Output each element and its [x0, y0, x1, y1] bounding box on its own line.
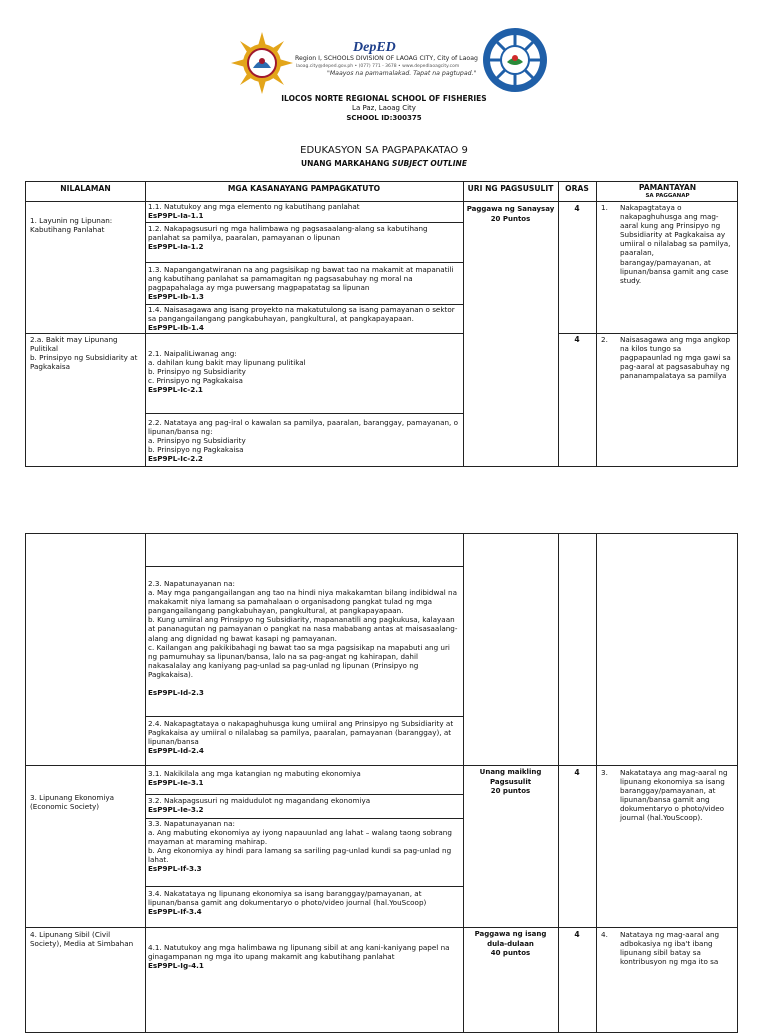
contact-line: laoag.city@deped.gov.ph • (077) 771 - 3678 • www.depedlaoagcity.com: [296, 64, 460, 69]
standard-2: 2. Naisasagawa ang mga angkop na kilos tungo sa pagpapaunlad ng mga gawi sa pag-aaral at pagsasabuhay ng pananampalataya sa pamilya: [601, 335, 731, 381]
assessment-1: Paggawa ng Sanaysay 20 Puntos: [466, 205, 555, 223]
school-address: La Paz, Laoag City: [352, 104, 416, 112]
competency-2-2: 2.2. Natataya ang pag-iral o kawalan sa pamilya, paaralan, baranggay, pamayanan, o lipunan/bansa ng: a. Prinsipyo ng Subsidiarity b. Prinsipyo ng Pagkakaisa EsP9PL-Ic-2.2: [148, 418, 459, 464]
header-assessment: URI NG PAGSUSULIT: [467, 184, 554, 193]
competency-code: EsP9PL-Ic-2.2: [148, 454, 203, 464]
competency-code: EsP9PL-If-3.3: [148, 864, 202, 874]
competency-code: EsP9PL-Ig-4.1: [148, 961, 204, 971]
competency-1-3: 1.3. Napangangatwiranan na ang pagsisikap ng bawat tao na makamit at mapanatili ang kabutihang panlahat sa pamamagitan ng pagsasabuhay ng moral na pagpapahalaga ay mga puwersang magpapatatag sa lipunan EsP9PL-Ib-1.3: [148, 265, 460, 301]
hours-4: 4: [574, 930, 580, 939]
competency-4-1: 4.1. Natutukoy ang mga halimbawa ng lipunang sibil at ang kani-kaniyang papel na ginagampanan ng mga ito upang makamit ang kabutihang panlahat EsP9PL-Ig-4.1: [148, 943, 460, 970]
subject-outline-table-continued: [25, 533, 738, 1033]
header-standard: PAMANTAYAN: [638, 183, 697, 192]
competency-code: EsP9PL-Ie-3.1: [148, 778, 204, 788]
competency-1-2: 1.2. Nakapagsusuri ng mga halimbawa ng pagsasaalang-alang sa kabutihang panlahat sa pamilya, paaralan, pamayanan o lipunan EsP9PL-Ia-1.2: [148, 224, 460, 251]
competency-2-1: 2.1. NaipaliLiwanag ang: a. dahilan kung bakit may lipunang pulitikal b. Prinsipyo ng Subsidiarity c. Prinsipyo ng Pagkakaisa EsP9PL-Ic-2.1: [148, 349, 460, 394]
division-line: Region I, SCHOOLS DIVISION OF LAOAG CITY, City of Laoag: [295, 55, 478, 62]
competency-code: EsP9PL-If-3.4: [148, 907, 202, 917]
header-hours: ORAS: [565, 184, 589, 193]
competency-2-3: 2.3. Napatunayanan na: a. May mga pangangailangan ang tao na hindi niya makakamtan bilang indibidwal na makakamit niya lamang sa pamahalaan o organisadong pangkat tulad ng mga pangangailangang pangkabuhayan, pangkultural, at pangkapayapaan. b. Kung umiiral ang Prinsipyo ng Subsidiarity, mapananatili ang pagkukusa, kalayaan at pananagutan ng pamayanan o pangkat na nasa mababang antas at maisasaalang-alang ang dignidad ng bawat kasapi ng pamayanan. c. Kailangan ang pakikibahagi ng bawat tao sa mga pagsisikap na mapabuti ang uri ng pamumuhay sa lipunan/bansa, lalo na sa pag-angat ng kahirapan, dahil nakasalalay ang kaniyang pag-unlad sa pag-unlad ng lipunan (Prinsipyo ng Pagkakaisa). EsP9PL-Id-2.3: [148, 579, 460, 697]
competency-code: EsP9PL-Ib-1.4: [148, 323, 204, 333]
header-content: NILALAMAN: [60, 184, 111, 193]
competency-3-4: 3.4. Nakatataya ng lipunang ekonomiya sa isang baranggay/pamayanan, at lipunan/bansa gamit ang dokumentaryo o photo/video journal (hal.YouScoop) EsP9PL-If-3.4: [148, 889, 460, 916]
city-seal-icon: [231, 32, 293, 94]
competency-2-4: 2.4. Nakapagtataya o nakapaghuhusga kung umiiral ang Prinsipyo ng Subsidiarity at Pagkakaisa ay umiiral o nilalabag sa pamilya, paaralan, pamayanan (baranggay), at lipunan/bansa EsP9PL-Id-2.4: [148, 719, 460, 755]
header-standard-sub: SA PAGGANAP: [645, 193, 690, 199]
header-competencies: MGA KASANAYANG PAMPAGKATUTO: [227, 184, 381, 193]
competency-code: EsP9PL-Id-2.4: [148, 746, 204, 756]
subject-outline-table: [25, 181, 738, 467]
assessment-3: Unang maikling Pagsusulit 20 puntos: [479, 768, 542, 795]
competency-3-1: 3.1. Nakikilala ang mga katangian ng mabuting ekonomiya EsP9PL-Ie-3.1: [148, 769, 460, 787]
document-title: EDUKASYON SA PAGPAPAKATAO 9: [300, 145, 468, 156]
competency-code: EsP9PL-Id-2.3: [148, 688, 204, 698]
competency-code: EsP9PL-Ia-1.1: [148, 211, 204, 221]
hours-3: 4: [574, 768, 580, 777]
competency-code: EsP9PL-Ib-1.3: [148, 292, 204, 302]
content-topic-3: 3. Lipunang Ekonomiya (Economic Society): [30, 793, 115, 812]
competency-1-4: 1.4. Naisasagawa ang isang proyekto na makatutulong sa isang pamayanan o sektor sa pangangailangang pangkabuhayan, pangkultural, at pangkapayapaan. EsP9PL-Ib-1.4: [148, 305, 460, 332]
competency-3-2: 3.2. Nakapagsusuri ng maidudulot ng magandang ekonomiya EsP9PL-Ie-3.2: [148, 796, 460, 814]
hours-2: 4: [574, 335, 580, 344]
competency-code: EsP9PL-Ic-2.1: [148, 385, 203, 395]
assessment-4: Paggawa ng isang dula-dulaan 40 puntos: [474, 930, 547, 957]
competency-code: EsP9PL-Ia-1.2: [148, 242, 204, 252]
hours-1: 4: [574, 204, 580, 213]
deped-logo: DepED: [353, 40, 396, 55]
school-name: ILOCOS NORTE REGIONAL SCHOOL OF FISHERIES: [281, 94, 487, 103]
standard-4: 4. Natataya ng mag-aaral ang adbokasiya ng iba't ibang lipunang sibil batay sa kontribusyon ng mga ito sa: [601, 930, 720, 967]
standard-1: 1. Nakapagtataya o nakapaghuhusga ang mag-aaral kung ang Prinsipyo ng Subsidiarity at Pagkakaisa ay umiiral o nilalabag sa pamilya, paaralan, barangay/pamayanan, at lipunan/bansa gamit ang case study.: [601, 203, 731, 285]
competency-3-3: 3.3. Napatunayanan na: a. Ang mabuting ekonomiya ay iyong napauunlad ang lahat – walang taong sobrang mayaman at maraming mahirap. b. Ang ekonomiya ay hindi para lamang sa sariling pag-unlad kundi sa pag-unlad ng lahat. EsP9PL-If-3.3: [148, 819, 460, 874]
competency-1-1: 1.1. Natutukoy ang mga elemento ng kabutihang panlahat EsP9PL-Ia-1.1: [148, 202, 460, 220]
content-topic-4: 4. Lipunang Sibil (Civil Society), Media at Simbahan: [30, 930, 134, 949]
motto: "Maayos na pamamalakad. Tapat na pagtupad.": [327, 70, 477, 77]
school-seal-icon: [481, 26, 549, 94]
standard-3: 3. Nakatataya ang mag-aaral ng lipunang ekonomiya sa isang baranggay/pamayanan, at lipunan/bansa gamit ang dokumentaryo o photo/video journal (hal.YouScoop).: [601, 768, 728, 823]
document-subtitle: UNANG MARKAHANG SUBJECT OUTLINE: [301, 159, 467, 168]
content-topic-2: 2.a. Bakit may Lipunang Pulitikal b. Prinsipyo ng Subsidiarity at Pagkakaisa: [30, 335, 138, 372]
content-topic-1: 1. Layunin ng Lipunan: Kabutihang Panlahat: [30, 216, 113, 235]
competency-code: EsP9PL-Ie-3.2: [148, 805, 204, 815]
school-id: SCHOOL ID:300375: [346, 114, 422, 122]
